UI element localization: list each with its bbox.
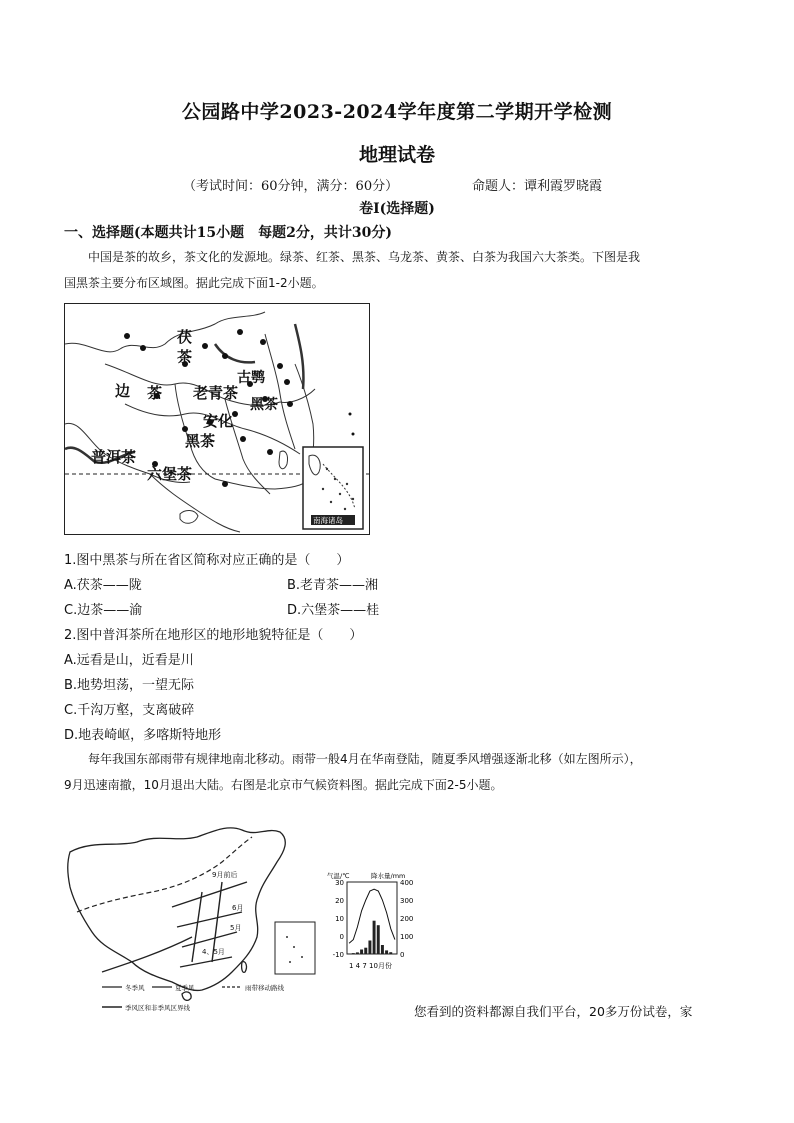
exam-author: 命题人：谭利霞罗晓霞 [472, 179, 603, 194]
city-dot [267, 449, 273, 455]
rain-bar [356, 952, 359, 954]
label-liubao: 六堡茶 [147, 465, 193, 483]
province-line [265, 334, 295, 449]
city-dot [237, 329, 243, 335]
intro-line: 9月迅速南撤，10月退出大陆。右图是北京市气候资料图。据此完成下面2-5小题。 [64, 778, 503, 792]
island-taiwan [279, 451, 288, 469]
label-heicha: 黑茶 [250, 397, 278, 413]
temp-tick: 20 [335, 897, 344, 905]
intro-line: 国黑茶主要分布区域图。据此完成下面1-2小题。 [64, 276, 324, 290]
city-dot [222, 481, 228, 487]
rainbelt-apr [180, 957, 232, 967]
label-apr: 4、5月 [202, 948, 225, 956]
city-dot [260, 339, 266, 345]
plot-frame [347, 882, 397, 954]
q2-option-a[interactable]: A.远看是山，近看是川 [64, 653, 194, 668]
rain-tick: 100 [400, 933, 414, 941]
label-sep: 9月前后 [212, 871, 238, 879]
rain-bar [393, 953, 396, 954]
intro-line: 中国是茶的故乡，茶文化的发源地。绿茶、红茶、黑茶、乌龙茶、黄茶、白茶为我国六大茶类。下图是我 [88, 250, 641, 264]
label-bian2: 茶 [147, 384, 163, 402]
question-1-stem: 1.图中黑茶与所在省区简称对应正确的是（ ） [64, 553, 350, 568]
monsoon-boundary [102, 937, 192, 972]
rain-bar [348, 953, 351, 954]
island-dot [352, 433, 355, 436]
intro-paragraph-2 [64, 746, 744, 798]
exam-title: 公园路中学2023-2024学年度第二学期开学检测 [181, 101, 613, 123]
city-dot [202, 343, 208, 349]
temp-tick: 10 [335, 915, 344, 923]
legend-winter: 冬季风 [125, 984, 145, 992]
rain-bar [373, 921, 376, 954]
q1-option-d[interactable]: D.六堡茶——桂 [287, 603, 380, 618]
summer-monsoon-arrow [192, 892, 202, 962]
q1-option-a[interactable]: A.茯茶——陇 [64, 578, 142, 593]
temp-axis-label: 气温/℃ [327, 872, 350, 880]
question-2-stem: 2.图中普洱茶所在地形区的地形地貌特征是（ ） [64, 628, 363, 643]
label-jun: 6月 [232, 904, 244, 912]
taiwan [242, 962, 247, 973]
q1-option-c[interactable]: C.边茶——渝 [64, 603, 143, 618]
rain-tick: 0 [400, 951, 405, 959]
legend-summer: 夏季风 [175, 984, 195, 992]
label-puer: 普洱茶 [91, 448, 137, 466]
city-dot [140, 345, 146, 351]
island-dot [349, 413, 352, 416]
label-bian: 边 [115, 382, 131, 400]
rain-bar [389, 952, 392, 954]
temp-tick: 0 [339, 933, 344, 941]
rain-bar [381, 945, 384, 954]
footer-note: 您看到的资料都源自我们平台，20多万份试卷，家 [414, 1004, 693, 1019]
rain-bar [385, 950, 388, 954]
exam-subtitle: 地理试卷 [358, 144, 435, 166]
q1-option-b[interactable]: B.老青茶——湘 [287, 578, 379, 593]
rain-axis-label: 降水量/mm [371, 872, 406, 880]
rain-tick: 300 [400, 897, 414, 905]
south-sea-inset-2 [275, 922, 315, 974]
month-axis-label: 1 4 7 10月份 [349, 962, 392, 970]
label-laoqing: 老青茶 [193, 384, 239, 402]
intro-paragraph-1 [64, 244, 744, 296]
q2-option-b[interactable]: B.地势坦荡，一望无际 [64, 678, 195, 693]
tea-distribution-map [64, 303, 370, 535]
legend-rainbelt: 雨带移动路线 [245, 984, 284, 992]
rain-tick: 400 [400, 879, 414, 887]
climate-chart-svg [325, 870, 420, 975]
label-fu: 茯 [177, 328, 193, 346]
island-hainan [180, 510, 198, 523]
temp-curve [349, 889, 395, 943]
q2-option-d[interactable]: D.地表崎岖，多喀斯特地形 [64, 728, 222, 743]
city-dot [287, 401, 293, 407]
coastline [215, 479, 310, 489]
city-dot [222, 353, 228, 359]
monsoon-map [62, 822, 322, 1020]
hainan [182, 992, 191, 1000]
temp-tick: 30 [335, 879, 344, 887]
label-nanhai: 南海诸岛 [313, 516, 343, 525]
label-fu2: 茶 [177, 348, 193, 366]
beijing-climate-chart [325, 870, 420, 975]
china-outline [68, 828, 286, 991]
river [295, 324, 303, 389]
rain-tick: 200 [400, 915, 414, 923]
rainbelt-may [182, 932, 237, 947]
section-heading: 一、选择题(本题共计15小题 每题2分，共计30分) [64, 225, 392, 241]
rain-bar [364, 948, 367, 954]
province-line [280, 389, 315, 402]
tea-map-svg [65, 304, 369, 534]
label-gupu: 古鹗 [237, 370, 265, 386]
temp-tick: -10 [332, 951, 344, 959]
monsoon-map-svg [62, 822, 322, 1020]
river [215, 344, 255, 362]
rain-bar [377, 925, 380, 954]
intro-line: 每年我国东部雨带有规律地南北移动。雨带一般4月在华南登陆，随夏季风增强逐渐北移（如左图所示）， [88, 752, 642, 766]
rain-bar [352, 953, 355, 954]
map-border [65, 312, 265, 352]
rain-bar [368, 941, 371, 955]
city-dot [124, 333, 130, 339]
city-dot [240, 436, 246, 442]
label-may: 5月 [230, 924, 242, 932]
exam-time: （考试时间：60分钟，满分：60分） [183, 179, 399, 194]
q2-option-c[interactable]: C.千沟万壑，支离破碎 [64, 703, 195, 718]
rain-bars [348, 921, 397, 954]
rain-bar [360, 950, 363, 955]
label-anhua: 安化 [203, 412, 234, 430]
label-anhua2: 黑茶 [185, 432, 216, 450]
city-dot [277, 363, 283, 369]
city-dot [284, 379, 290, 385]
volume-label: 卷Ⅰ(选择题) [359, 201, 435, 217]
legend-boundary: 季风区和非季风区界线 [125, 1004, 190, 1012]
